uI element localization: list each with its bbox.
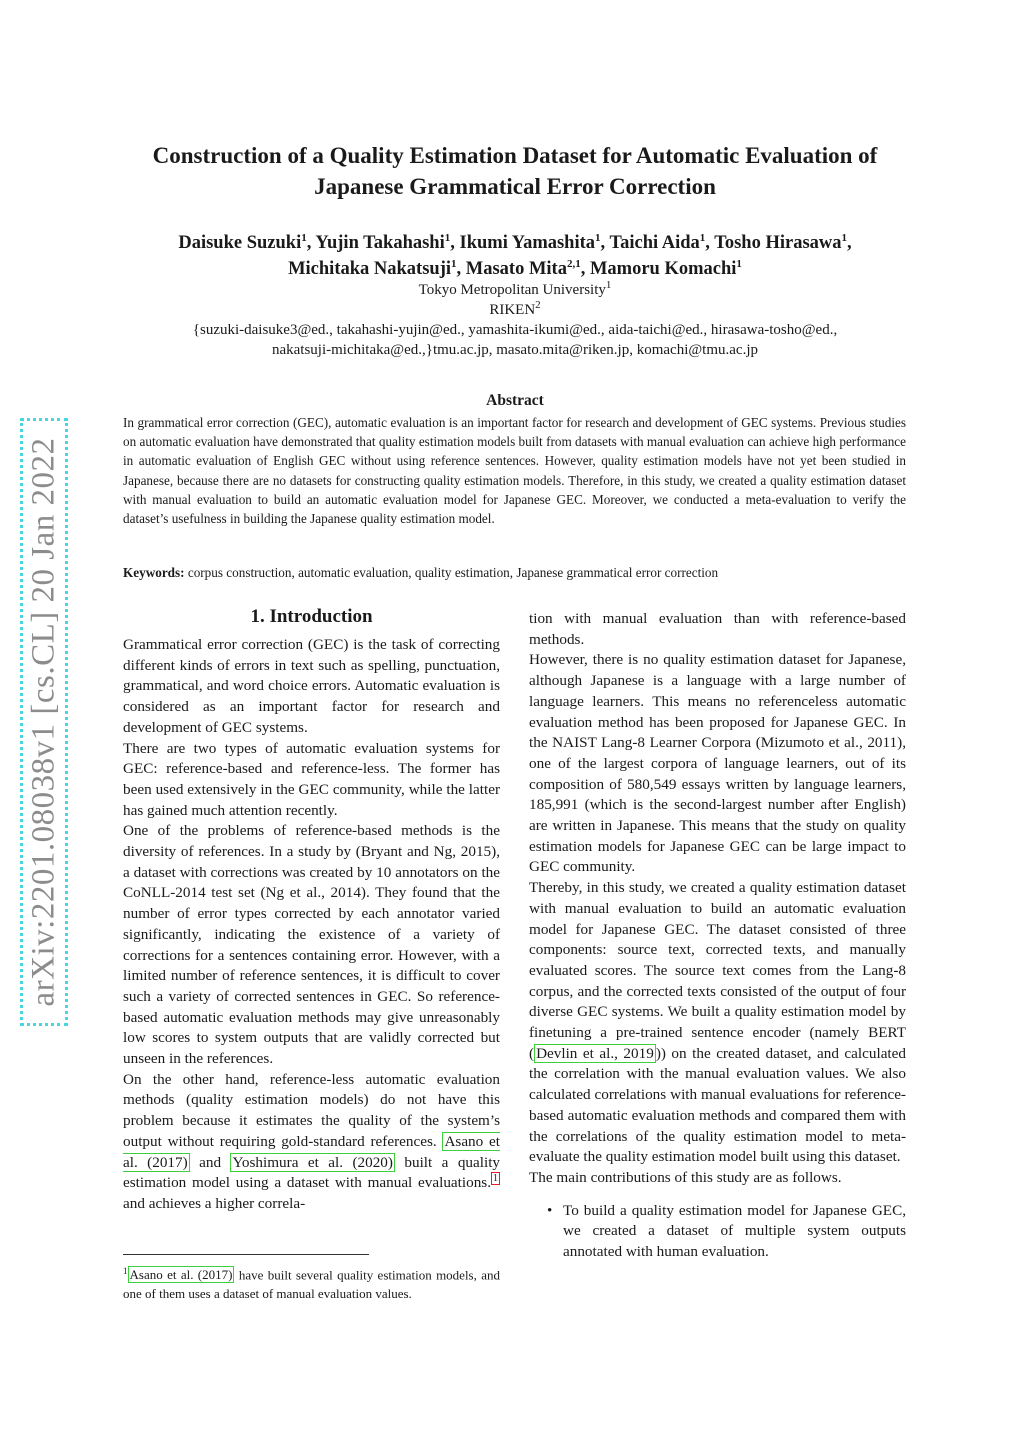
email-line: nakatsuji-michitaka@ed.,}tmu.ac.jp, masato.mita@riken.jp, komachi@tmu.ac.jp [271,342,758,358]
author-name: Tosho Hirasawa [714,233,842,253]
abstract-heading: Abstract [486,392,544,409]
author-name: Masato Mita [465,259,567,279]
paragraph [123,1070,500,1215]
author-list [110,230,920,282]
citation-link[interactable]: Asano et al. (2017) [123,1132,500,1171]
footnote-link[interactable]: 1 [493,1173,498,1185]
paragraph: Grammatical error correction (GEC) is the task of correcting different kinds of errors in text such as spelling, punctuation, grammatical, and word choice errors. Automatic evaluation is considered as an important factor for research and development of GEC systems. [123,636,500,736]
keywords-label: Keywords: [123,565,185,580]
author-name: Michitaka Nakatsuji [288,259,451,279]
right-column [529,609,906,1263]
author-name: Taichi Aida [609,233,700,253]
author-name: Daisuke Suzuki [178,233,302,253]
affiliation-mark: 2 [535,299,541,311]
list-item: • To build a quality estimation model for Japanese GEC, we created a dataset of multiple system outputs annotated with human evaluation. [563,1201,906,1263]
author-separator: , [580,259,590,279]
paragraph: There are two types of automatic evaluation systems for GEC: reference-based and reference-less. The former has been used extensively in the GEC community, while the latter has gained much attention recently. [123,739,500,819]
footnote [123,1262,500,1303]
keywords [123,564,906,582]
affiliation-name: RIKEN [489,302,536,318]
paragraph: One of the problems of reference-based methods is the diversity of references. In a study by (Bryant and Ng, 2015), a dataset with corrections was created by 10 annotators on the CoNLL-2014 test set (Ng et al., 2014). They found that the number of error types corrected by each annotator varied significantly, indicating the existence of a variety of corrections for a sentences containing error. However, with a limited number of reference sentences, it is difficult to cover such a variety of corrected sentences in GEC. So reference-based automatic evaluation methods may give unreasonably low scores to system outputs that are validly corrected but unseen in the references. [123,822,500,1068]
arxiv-sidebar [20,418,68,1026]
author-name: Yujin Takahashi [315,233,445,253]
affiliation-name: Tokyo Metropolitan University [418,282,606,298]
author-separator: , [456,259,466,279]
contributions-list [529,1201,906,1263]
footnote-text: have built several quality estimation models, and one of them uses a dataset of manual evaluation values. [123,1267,500,1301]
author-affiliation-mark: 1 [301,231,307,244]
paragraph: tion with manual evaluation than with reference-based methods. [529,610,906,648]
author-affiliation-mark: 1 [736,257,742,270]
paragraph-text: and achieves a higher correla- [123,1194,306,1212]
author-affiliation-mark: 2,1 [566,257,581,270]
author-name: Mamoru Komachi [589,259,737,279]
paragraph-text: and [189,1153,231,1171]
paragraph [529,878,906,1168]
author-separator: , [847,233,852,253]
affiliation-mark: 1 [605,279,612,291]
footnote-divider [123,1254,369,1255]
keywords-text: corpus construction, automatic evaluation, quality estimation, Japanese grammatical error correction [187,565,719,580]
author-separator: , [600,233,610,253]
paragraph: The main contributions of this study are as follows. [529,1168,842,1186]
author-affiliation-mark: 1 [444,231,451,244]
paragraph-text: Thereby, in this study, we created a quality estimation dataset with manual evaluation to build an automatic evaluation model for Japanese GEC. The dataset consisted of three components: source text, corrected texts, and manually evaluated scores. The source text comes from the Lang-8 corpus, and the corrected texts consisted of the output of four diverse GEC systems. We built a quality estimation model by finetuning a pre-trained sentence encoder (namely BERT [529,879,906,1042]
citation-link[interactable]: Yoshimura et al. (2020) [232,1153,393,1171]
email-line: {suzuki-daisuke3@ed., takahashi-yujin@ed., yamashita-ikumi@ed., aida-taichi@ed., hirasawa-tosho@ed., [192,322,838,338]
paragraph-text: ( [529,1044,535,1062]
affiliations [110,280,920,360]
author-separator: , [705,233,715,253]
paragraph-text: built a quality estimation model using a dataset with manual evaluations. [123,1153,501,1192]
citation-link[interactable]: Devlin et al., 2019 [536,1044,654,1062]
author-affiliation-mark: 1 [699,231,706,244]
author-affiliation-mark: 1 [595,231,601,244]
abstract-text: In grammatical error correction (GEC), automatic evaluation is an important factor for research and development of GEC systems. Previous studies on automatic evaluation have demonstrated that quality estimation models built from datasets with manual evaluation can achieve high performance in automatic evaluation of English GEC without using reference sentences. However, quality estimation models have not yet been studied in Japanese, because there are no datasets for constructing quality estimation models. Therefore, in this study, we created a quality estimation dataset with manual evaluation to build an automatic evaluation model for Japanese GEC. Moreover, we conducted a meta-evaluation to verify the dataset’s usefulness in building the Japanese quality estimation model. [123,415,906,527]
affiliation-line [110,280,920,300]
author-affiliation-mark: 1 [451,257,457,270]
paragraph: However, there is no quality estimation dataset for Japanese, although Japanese is a language with a large number of language learners. This means no referenceless automatic evaluation method has been proposed for Japanese GEC. In the NAIST Lang-8 Learner Corpora (Mizumoto et al., 2011), one of the largest corpora of language learners, out of its composition of 580,549 essays written by language learners, 185,991 (which is the second-largest number after English) are written in Japanese. This means that the study on quality estimation models for Japanese GEC can be large impact to GEC community. [529,651,906,876]
paper-title: Construction of a Quality Estimation Dataset for Automatic Evaluation of Japanese Grammatical Error Correction [152,143,878,199]
section-heading-introduction: 1. Introduction [250,606,373,627]
paragraph-text: )) on the created dataset, and calculated the correlation with the manual evaluation values. We also calculated correlations with manual evaluations for reference-based automatic evaluation methods and compared them with the correlations of the quality estimation model to meta-evaluate the quality estimation model built using this dataset. [529,1044,906,1166]
citation-link[interactable]: Asano et al. (2017) [129,1267,233,1283]
arxiv-identifier: arXiv:2201.08038v1 [cs.CL] 20 Jan 2022 [25,437,62,1007]
affiliation-line [110,300,920,320]
author-affiliation-mark: 1 [841,231,848,244]
author-name: Ikumi Yamashita [459,233,596,253]
paragraph-text: On the other hand, reference-less automatic evaluation methods (quality estimation models) do not have this problem because it estimates the quality of the system’s output without requiring gold-standard references. [123,1070,500,1150]
footnote-mark: 1 [123,1266,128,1276]
author-separator: , [306,233,316,253]
left-column [123,603,500,1215]
author-separator: , [450,233,460,253]
